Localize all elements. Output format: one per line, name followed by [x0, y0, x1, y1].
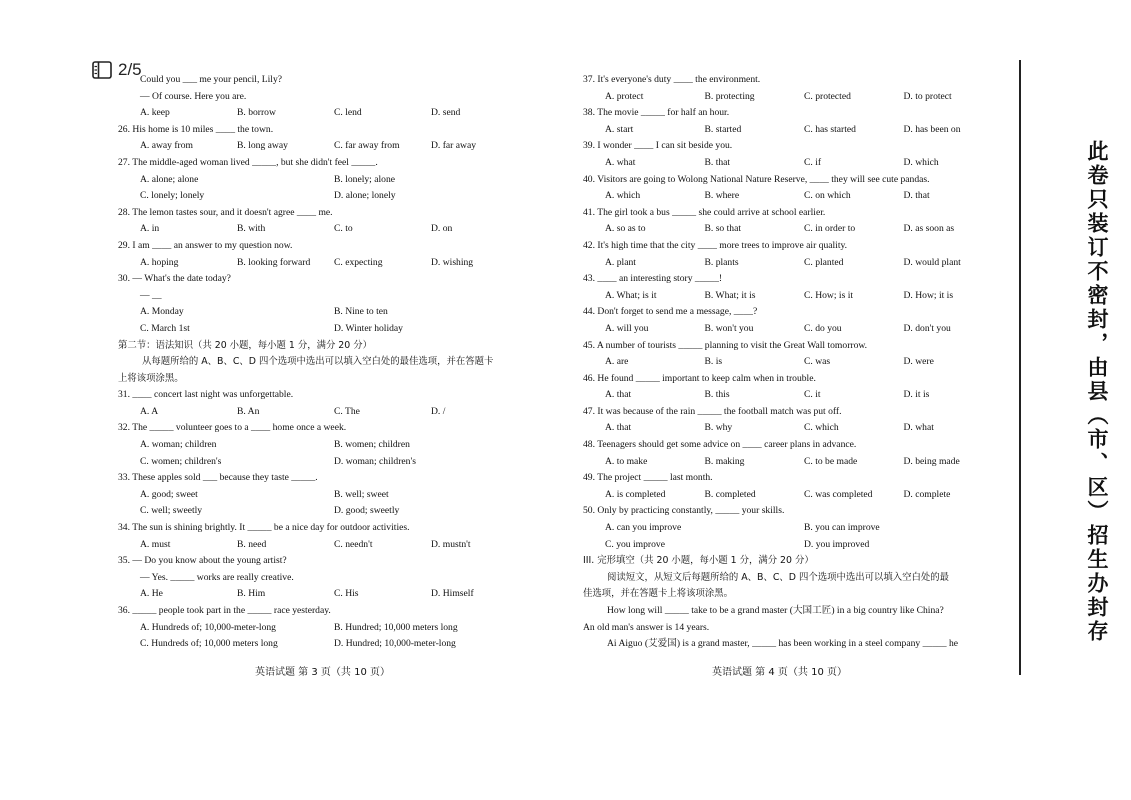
answer-option: A. protect: [605, 90, 644, 102]
question-line: 阅读短文，从短文后每题所给的 A、B、C、D 四个选项中选出可以填入空白处的最: [607, 571, 949, 583]
answer-option: A. Hundreds of; 10,000-meter-long: [140, 621, 276, 633]
answer-option: C. on which: [804, 190, 851, 202]
answer-option: C. far away from: [334, 140, 400, 152]
options-row: [118, 454, 528, 471]
answer-option: D. Himself: [431, 588, 474, 600]
question-line: 42. It's high time that the city ____ more trees to improve air quality.: [583, 239, 848, 251]
answer-option: B. where: [704, 190, 740, 202]
question-line: 上将该项涂黑。: [118, 372, 184, 384]
answer-option: D. on: [431, 223, 453, 235]
answer-option: C. women; children's: [140, 455, 222, 467]
options-row: [118, 404, 528, 421]
answer-option: C. was completed: [804, 488, 873, 500]
question-line: 29. I am ____ an answer to my question now.: [118, 239, 293, 251]
right-page-column: [583, 72, 1003, 653]
question-line: 36. _____ people took part in the _____ race yesterday.: [118, 605, 331, 616]
answer-option: C. expecting: [334, 256, 383, 268]
answer-option: C. to: [334, 223, 353, 235]
options-row: [583, 537, 1003, 554]
answer-option: D. far away: [431, 140, 477, 152]
answer-option: A. is completed: [605, 488, 666, 500]
options-row: [118, 437, 528, 454]
answer-option: D. send: [431, 107, 461, 119]
question-line: 35. — Do you know about the young artist?: [118, 555, 287, 567]
answer-option: A. that: [605, 422, 632, 434]
question-line: 49. The project _____ last month.: [583, 472, 713, 484]
question-line: 27. The middle-aged woman lived _____, but she didn't feel _____.: [118, 156, 378, 168]
question-line: 43. ____ an interesting story _____!: [583, 273, 723, 285]
question-line: 33. These apples sold ___ because they taste _____.: [118, 472, 318, 484]
question-line: 34. The sun is shining brightly. It _____ be a nice day for outdoor activities.: [118, 522, 410, 534]
answer-option: B. looking forward: [237, 256, 311, 268]
answer-option: B. so that: [704, 223, 742, 235]
answer-option: D. to protect: [903, 90, 952, 102]
answer-option: B. this: [704, 389, 730, 401]
answer-option: C. in order to: [804, 223, 856, 235]
answer-option: D. wishing: [431, 256, 474, 268]
answer-option: C. well; sweetly: [140, 505, 203, 517]
answer-option: B. An: [237, 405, 260, 417]
answer-option: B. What; it is: [704, 289, 756, 301]
question-line: III. 完形填空（共 20 小题，每小题 1 分，满分 20 分）: [583, 555, 814, 567]
question-line: Ai Aiguo (艾爱国) is a grand master, _____ has been working in a steel company _____ he: [607, 638, 959, 650]
question-line: 46. He found _____ important to keep calm when in trouble.: [583, 372, 816, 384]
question-line: — Yes. _____ works are really creative.: [140, 571, 294, 583]
question-line: 32. The _____ volunteer goes to a ____ home once a week.: [118, 422, 347, 434]
answer-option: A. will you: [605, 322, 649, 334]
answer-option: B. borrow: [237, 107, 276, 119]
answer-option: C. protected: [804, 90, 851, 102]
answer-option: B. is: [704, 356, 723, 368]
answer-option: B. Him: [237, 588, 266, 600]
answer-option: D. alone; lonely: [334, 190, 396, 202]
options-row: [583, 487, 1003, 504]
answer-option: B. long away: [237, 140, 288, 152]
answer-option: C. lonely; lonely: [140, 190, 205, 202]
answer-option: D. what: [903, 422, 934, 434]
answer-option: B. plants: [704, 256, 739, 268]
question-line: Could you ___ me your pencil, Lily?: [140, 74, 283, 85]
question-line: 31. ____ concert last night was unforgettable.: [118, 389, 294, 401]
question-line: An old man's answer is 14 years.: [583, 621, 710, 633]
answer-option: B. women; children: [334, 439, 410, 451]
answer-option: C. was: [804, 356, 831, 368]
binding-line: [1019, 60, 1021, 675]
answer-option: A. so as to: [605, 223, 646, 235]
answer-option: C. do you: [804, 322, 842, 334]
question-line: 40. Visitors are going to Wolong National Nature Reserve, ____ they will see cute pandas.: [583, 173, 930, 185]
options-row: [583, 188, 1003, 205]
answer-option: C. lend: [334, 107, 362, 119]
options-row: [583, 321, 1003, 338]
options-row: [118, 636, 528, 653]
options-row: [118, 503, 528, 520]
question-line: 28. The lemon tastes sour, and it doesn't agree ____ me.: [118, 206, 333, 218]
options-row: [583, 255, 1003, 272]
answer-option: B. protecting: [704, 90, 755, 102]
question-line: 47. It was because of the rain _____ the football match was put off.: [583, 405, 842, 417]
answer-option: A. hoping: [140, 256, 179, 268]
answer-option: B. that: [704, 156, 731, 168]
options-row: [118, 172, 528, 189]
answer-option: B. with: [237, 223, 266, 235]
answer-option: C. March 1st: [140, 322, 190, 334]
options-row: [583, 155, 1003, 172]
answer-option: A. in: [140, 223, 160, 235]
question-line: 41. The girl took a bus _____ she could arrive at school earlier.: [583, 206, 826, 218]
question-line: 48. Teenagers should get some advice on ____ career plans in advance.: [583, 439, 857, 451]
answer-option: D. were: [903, 356, 934, 368]
answer-option: A. What; is it: [605, 289, 657, 301]
answer-option: A. what: [605, 156, 636, 168]
answer-option: B. need: [237, 538, 267, 550]
options-row: [118, 620, 528, 637]
answer-option: A. to make: [605, 455, 648, 467]
question-line: 37. It's everyone's duty ____ the environment.: [583, 74, 761, 85]
options-row: [583, 122, 1003, 139]
options-row: [118, 537, 528, 554]
answer-option: D. being made: [903, 455, 960, 467]
answer-option: B. you can improve: [804, 522, 880, 534]
options-row: [118, 255, 528, 272]
answer-option: B. completed: [704, 488, 756, 500]
question-line: 50. Only by practicing constantly, _____ your skills.: [583, 505, 785, 517]
left-page-column: [118, 72, 528, 653]
answer-option: D. which: [903, 156, 939, 168]
options-row: [118, 586, 528, 603]
answer-option: A. keep: [140, 107, 170, 119]
answer-option: A. which: [605, 190, 641, 202]
answer-option: A. must: [140, 538, 171, 550]
options-row: [583, 288, 1003, 305]
answer-option: A. alone; alone: [140, 173, 199, 185]
question-line: How long will _____ take to be a grand master (大国工匠) in a big country like China?: [607, 605, 944, 616]
options-row: [583, 420, 1003, 437]
question-line: 第二节：语法知识（共 20 小题，每小题 1 分，满分 20 分）: [118, 339, 372, 351]
answer-option: B. won't you: [704, 322, 754, 334]
seal-notice: 此卷只装订不密封，由县（市、区）招生办封存: [1085, 140, 1109, 644]
options-row: [118, 221, 528, 238]
options-row: [118, 105, 528, 122]
question-line: 38. The movie _____ for half an hour.: [583, 107, 730, 119]
answer-option: B. making: [704, 455, 745, 467]
answer-option: A. woman; children: [140, 439, 217, 451]
answer-option: A. He: [140, 588, 163, 600]
answer-option: A. can you improve: [605, 522, 682, 534]
answer-option: A. away from: [140, 140, 194, 152]
answer-option: B. Hundred; 10,000 meters long: [334, 621, 458, 633]
answer-option: B. why: [704, 422, 733, 434]
options-row: [583, 387, 1003, 404]
options-row: [118, 321, 528, 338]
answer-option: D. it is: [903, 389, 930, 401]
options-row: [118, 188, 528, 205]
answer-option: A. start: [605, 123, 634, 135]
question-line: 39. I wonder ____ I can sit beside you.: [583, 140, 733, 152]
options-row: [118, 138, 528, 155]
page-counter: 2/5: [118, 60, 142, 79]
answer-option: A. Monday: [140, 306, 184, 318]
answer-option: B. Nine to ten: [334, 306, 388, 318]
answer-option: C. if: [804, 156, 822, 168]
options-row: [583, 520, 1003, 537]
question-line: 佳选项，并在答题卡上将该项涂黑。: [583, 588, 734, 600]
answer-option: D. Hundred; 10,000-meter-long: [334, 638, 456, 650]
answer-option: D. woman; children's: [334, 455, 416, 467]
answer-option: D. as soon as: [903, 223, 955, 235]
answer-option: A. good; sweet: [140, 488, 198, 500]
answer-option: C. which: [804, 422, 839, 434]
answer-option: C. has started: [804, 123, 856, 135]
options-row: [118, 304, 528, 321]
answer-option: A. A: [140, 405, 159, 417]
options-row: [583, 454, 1003, 471]
answer-option: C. to be made: [804, 455, 858, 467]
answer-option: A. are: [605, 356, 629, 368]
options-row: [583, 89, 1003, 106]
answer-option: B. started: [704, 123, 742, 135]
footer-page-3: 英语试题 第 3 页（共 10 页）: [255, 667, 390, 678]
answer-option: D. don't you: [903, 322, 951, 334]
answer-option: D. that: [903, 190, 930, 202]
answer-option: C. planted: [804, 256, 844, 268]
answer-option: D. /: [431, 405, 446, 417]
footer-page-4: 英语试题 第 4 页（共 10 页）: [712, 667, 847, 678]
answer-option: C. How; is it: [804, 289, 854, 301]
answer-option: C. His: [334, 588, 359, 600]
options-row: [583, 221, 1003, 238]
answer-option: C. you improve: [605, 538, 665, 550]
answer-option: C. The: [334, 405, 360, 417]
answer-option: B. lonely; alone: [334, 173, 396, 185]
answer-option: D. has been on: [903, 123, 961, 135]
question-line: 44. Don't forget to send me a message, ____?: [583, 306, 758, 318]
answer-option: D. Winter holiday: [334, 322, 403, 334]
answer-option: D. good; sweetly: [334, 505, 400, 517]
answer-option: D. complete: [903, 488, 951, 500]
question-line: 从每题所给的 A、B、C、D 四个选项中选出可以填入空白处的最佳选项，并在答题卡: [142, 356, 494, 368]
question-line: 26. His home is 10 miles ____ the town.: [118, 123, 274, 135]
answer-option: C. Hundreds of; 10,000 meters long: [140, 638, 278, 650]
answer-option: A. that: [605, 389, 632, 401]
question-line: — __: [140, 289, 162, 301]
answer-option: D. How; it is: [903, 289, 954, 301]
options-row: [118, 487, 528, 504]
answer-option: C. needn't: [334, 538, 373, 550]
question-line: — Of course. Here you are.: [140, 90, 247, 102]
answer-option: D. mustn't: [431, 538, 471, 550]
answer-option: B. well; sweet: [334, 488, 389, 500]
answer-option: D. you improved: [804, 538, 870, 550]
question-line: 30. — What's the date today?: [118, 273, 231, 285]
page-view-icon: [92, 61, 112, 79]
question-line: 45. A number of tourists _____ planning to visit the Great Wall tomorrow.: [583, 339, 868, 351]
answer-option: A. plant: [605, 256, 636, 268]
answer-option: D. would plant: [903, 256, 961, 268]
options-row: [583, 354, 1003, 371]
answer-option: C. it: [804, 389, 821, 401]
